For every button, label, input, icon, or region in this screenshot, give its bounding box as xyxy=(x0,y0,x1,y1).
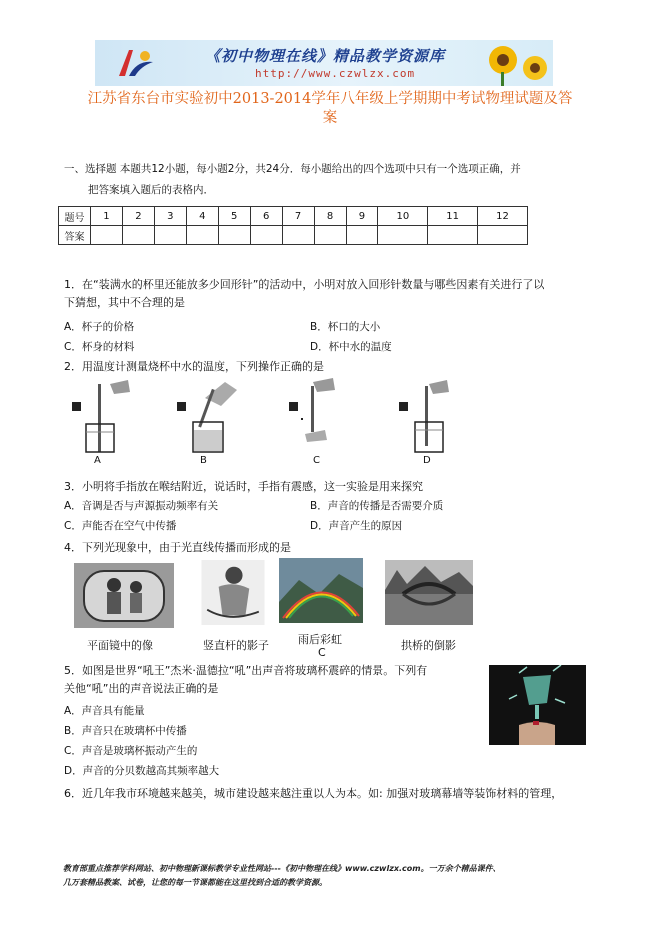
q5-line-2: 关他“吼”出的声音说法正确的是 xyxy=(64,682,219,695)
title-line-2: 案 xyxy=(322,110,338,126)
answer-cell[interactable] xyxy=(218,226,250,245)
q5-option-a: A．声音具有能量 xyxy=(64,705,145,717)
question-number-cell: 11 xyxy=(428,207,478,226)
q3-option-a: A．音调是否与声源振动频率有关 xyxy=(64,500,219,512)
footer-line-1: 教育部重点推荐学科网站、初中物理新课标教学专业性网站---《初中物理在线》www.czwlzx.com。一万余个精品课件、 xyxy=(63,864,501,873)
section-line-2: 把答案填入题后的表格内． xyxy=(88,184,214,196)
question-number-cell: 12 xyxy=(478,207,528,226)
answer-table xyxy=(58,206,528,245)
answer-cell[interactable] xyxy=(250,226,282,245)
answer-cell[interactable] xyxy=(346,226,378,245)
section-line-1: 一、选择题 本题共12小题，每小题2分，共24分．每小题给出的四个选项中只有一个选项正确，并 xyxy=(64,163,521,175)
caption-bridge-reflection: 拱桥的倒影 xyxy=(401,639,456,652)
table-row xyxy=(59,226,528,245)
thermometer-figure-b xyxy=(175,378,245,458)
answer-cell[interactable] xyxy=(314,226,346,245)
answer-cell[interactable] xyxy=(186,226,218,245)
answer-cell[interactable] xyxy=(282,226,314,245)
q5-line-1: 5．如图是世界“吼王”杰米·温德拉“吼”出声音将玻璃杯震碎的情景。下列有 xyxy=(64,664,428,677)
q1-option-a: A．杯子的价格 xyxy=(64,321,135,333)
q1-option-c: C．杯身的材料 xyxy=(64,341,135,353)
answer-cell[interactable] xyxy=(154,226,186,245)
footer-line-2: 几万套精品教案、试卷，让您的每一节课都能在这里找到合适的教学资源。 xyxy=(63,878,327,887)
document-title xyxy=(60,90,600,128)
question-number-cell: 8 xyxy=(314,207,346,226)
answer-cell[interactable] xyxy=(478,226,528,245)
site-logo-icon xyxy=(115,46,157,80)
q1-option-d: D．杯中水的温度 xyxy=(310,341,392,353)
q5-option-b: B．声音只在玻璃杯中传播 xyxy=(64,725,187,737)
question-number-cell: 9 xyxy=(346,207,378,226)
question-1-stem xyxy=(64,276,544,312)
banner-url: http://www.czwlzx.com xyxy=(255,67,416,80)
answer-cell[interactable] xyxy=(122,226,154,245)
shattering-glass-photo xyxy=(489,665,586,745)
q1-line-2: 下猜想，其中不合理的是 xyxy=(64,296,185,309)
q3-option-c: C．声能否在空气中传播 xyxy=(64,520,177,532)
page-footer xyxy=(63,862,603,890)
rainbow-photo xyxy=(279,558,363,623)
question-4-stem: 4．下列光现象中，由于光直线传播而形成的是 xyxy=(64,541,291,554)
title-line-1: 江苏省东台市实验初中2013-2014学年八年级上学期期中考试物理试题及答 xyxy=(87,91,573,107)
question-number-cell: 6 xyxy=(250,207,282,226)
question-number-cell: 7 xyxy=(282,207,314,226)
sunflower-icon xyxy=(483,40,553,86)
caption-rainbow: 雨后彩虹 xyxy=(298,633,342,646)
question-2-stem: 2．用温度计测量烧杯中水的温度，下列操作正确的是 xyxy=(64,360,324,373)
question-number-cell: 10 xyxy=(378,207,428,226)
figure-label-c: C xyxy=(313,455,320,466)
figure-label-d: D xyxy=(423,455,431,466)
q5-option-d: D．声音的分贝数越高其频率越大 xyxy=(64,765,220,777)
answer-cell[interactable] xyxy=(378,226,428,245)
question-number-cell: 5 xyxy=(218,207,250,226)
table-header-cell: 题号 xyxy=(59,207,91,226)
pole-shadow-photo xyxy=(200,560,266,625)
banner-title: 《初中物理在线》精品教学资源库 xyxy=(205,47,446,65)
header-banner xyxy=(95,40,553,86)
question-number-cell: 1 xyxy=(91,207,123,226)
question-5-stem xyxy=(64,662,427,698)
q3-option-b: B．声音的传播是否需要介质 xyxy=(310,500,444,512)
section-instructions xyxy=(64,159,604,201)
caption-c-label: C xyxy=(318,646,326,659)
q5-option-c: C．声音是玻璃杯振动产生的 xyxy=(64,745,198,757)
question-6-stem: 6．近几年我市环境越来越美，城市建设越来越注重以人为本。如: 加强对玻璃幕墙等装饰材料的管理， xyxy=(64,787,563,800)
figure-label-b: B xyxy=(200,455,207,466)
answer-cell[interactable] xyxy=(91,226,123,245)
question-number-cell: 2 xyxy=(122,207,154,226)
caption-pole-shadow: 竖直杆的影子 xyxy=(203,639,269,652)
caption-plane-mirror: 平面镜中的像 xyxy=(87,639,153,652)
arch-bridge-photo xyxy=(385,560,473,625)
mirror-image-photo xyxy=(74,563,174,628)
q3-option-d: D．声音产生的原因 xyxy=(310,520,403,532)
table-header-cell: 答案 xyxy=(59,226,91,245)
q1-option-b: B．杯口的大小 xyxy=(310,321,381,333)
question-3-stem: 3．小明将手指放在喉结附近，说话时，手指有震感，这一实验是用来探究 xyxy=(64,480,423,493)
question-number-cell: 4 xyxy=(186,207,218,226)
figure-label-a: A xyxy=(94,455,101,466)
question-number-cell: 3 xyxy=(154,207,186,226)
answer-cell[interactable] xyxy=(428,226,478,245)
q1-line-1: 1．在“装满水的杯里还能放多少回形针”的活动中，小明对放入回形针数量与哪些因素有关进行了以 xyxy=(64,278,545,291)
thermometer-figure-a xyxy=(70,378,140,458)
thermometer-figure-c xyxy=(285,378,355,458)
table-row xyxy=(59,207,528,226)
thermometer-figure-d xyxy=(395,378,465,458)
